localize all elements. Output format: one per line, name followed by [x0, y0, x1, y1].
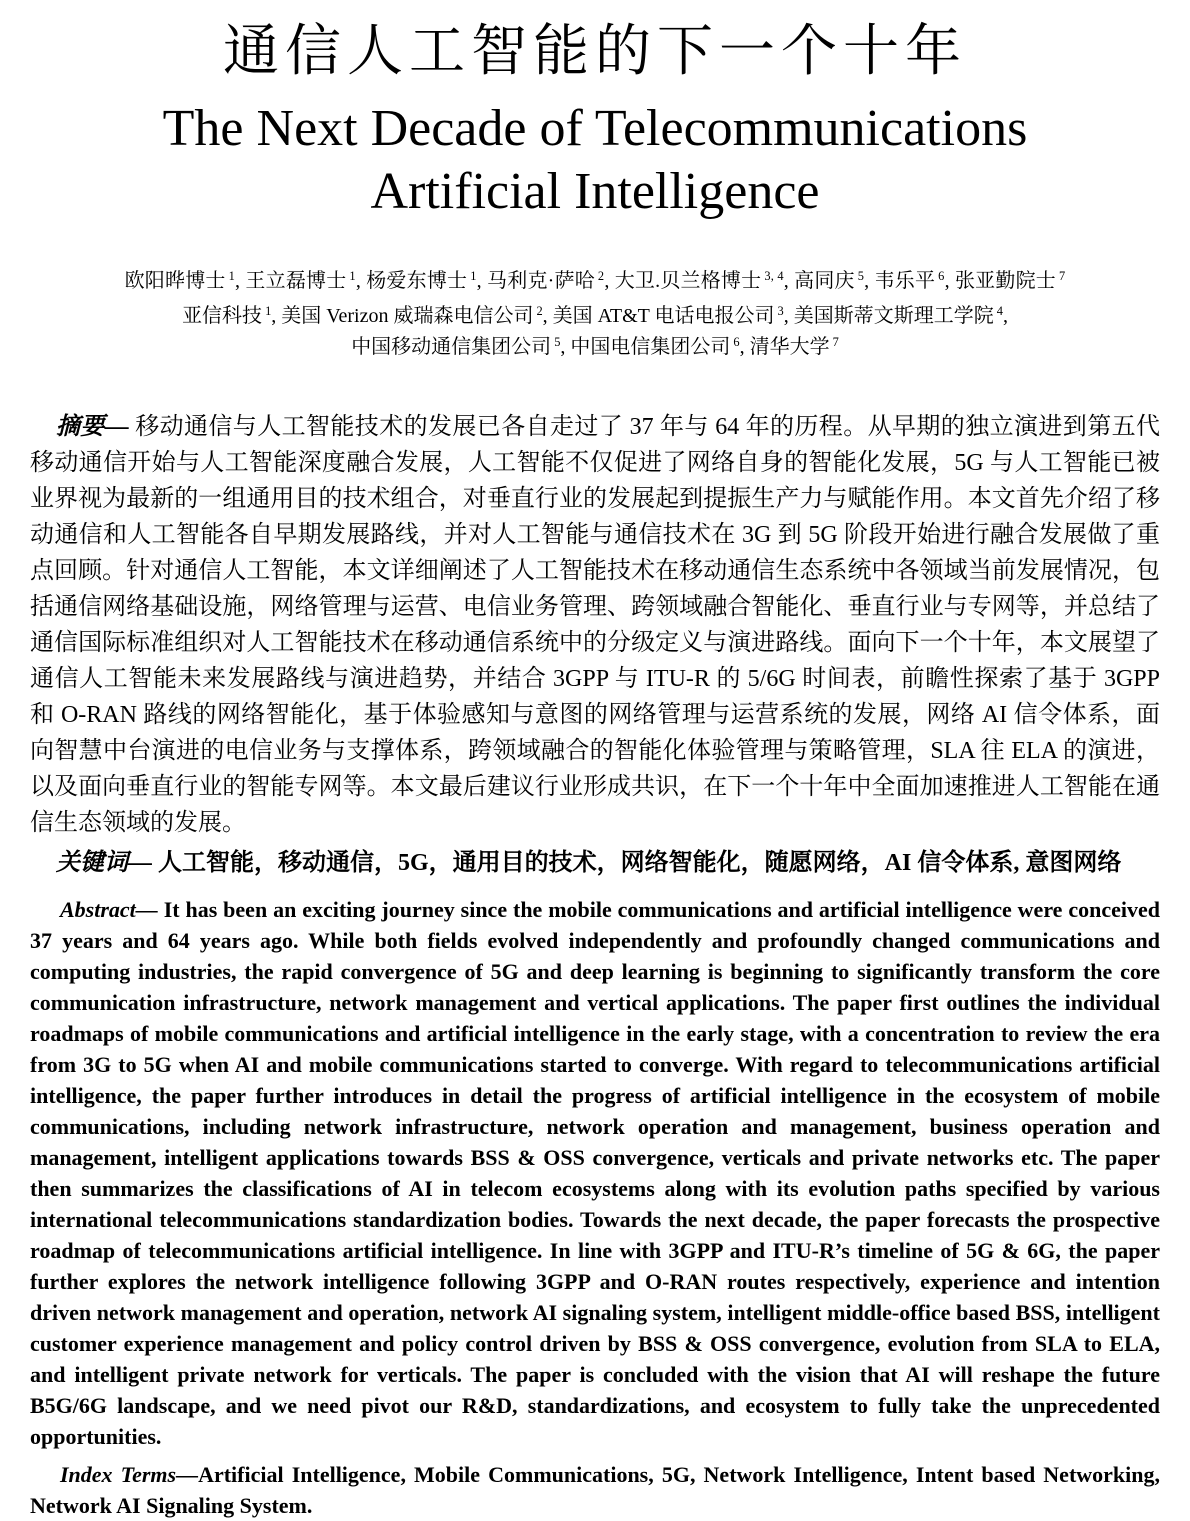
affiliation-separator: ,	[560, 336, 571, 359]
affiliation-superscript: 5	[554, 334, 561, 349]
affiliation-separator: ,	[783, 305, 794, 328]
affiliation-superscript: 3	[777, 303, 784, 318]
affiliation	[570, 336, 749, 358]
author-superscript: 3, 4	[764, 268, 784, 283]
affiliation	[281, 305, 552, 327]
author	[615, 270, 794, 292]
affiliation	[553, 305, 794, 327]
abstract-zh-paragraph	[30, 409, 1160, 841]
author-name: 马利克·萨哈	[487, 270, 595, 293]
keywords-zh-label: 关键词—	[56, 850, 152, 877]
author	[125, 270, 246, 292]
author-superscript: 5	[857, 268, 865, 283]
paper-title-english-line2: Artificial Intelligence	[370, 162, 820, 220]
author-name: 大卫.贝兰格博士	[614, 270, 762, 293]
abstract-zh-label: 摘要—	[56, 414, 129, 441]
author-name: 王立磊博士	[245, 270, 347, 293]
author	[366, 270, 487, 292]
affiliation-separator: ,	[739, 336, 750, 359]
affiliation-name: 中国移动通信集团公司	[351, 336, 552, 359]
index-terms-label: Index Terms—	[60, 1462, 199, 1488]
affiliation-name: 清华大学	[749, 336, 830, 359]
author-separator: ,	[864, 270, 875, 293]
abstract-en-paragraph	[30, 894, 1160, 1452]
affiliation-name: 中国电信集团公司	[570, 336, 731, 359]
affiliation	[351, 336, 570, 358]
author-name: 高同庆	[794, 270, 855, 293]
affiliations-block	[30, 301, 1160, 363]
affiliation-superscript: 7	[832, 334, 839, 349]
author-name: 杨爱东博士	[366, 270, 468, 293]
author-superscript: 1	[470, 268, 477, 283]
author	[955, 270, 1065, 292]
author	[245, 270, 366, 292]
affiliation-superscript: 2	[536, 303, 543, 318]
author-separator: ,	[783, 270, 795, 293]
abstract-en-label: Abstract—	[60, 897, 158, 923]
index-terms-text: Artificial Intelligence, Mobile Communications, 5G, Network Intelligence, Intent based Networking, Network AI Signaling System.	[30, 1462, 1160, 1519]
affiliation-separator: ,	[1002, 305, 1008, 328]
author-separator: ,	[235, 270, 246, 293]
paper-title-chinese: 通信人工智能的下一个十年	[223, 21, 967, 83]
author-superscript: 1	[349, 268, 356, 283]
keywords-zh-text: 人工智能，移动通信，5G，通用目的技术，网络智能化，随愿网络，AI 信令体系, 意图网络	[152, 850, 1122, 877]
affiliation-name: 美国 AT&T 电话电报公司	[552, 305, 775, 328]
author-superscript: 6	[938, 268, 945, 283]
author-separator: ,	[476, 270, 488, 293]
author	[875, 270, 955, 292]
authors-line	[30, 267, 1160, 295]
affiliation-separator: ,	[271, 305, 282, 328]
affiliations-line-1	[30, 301, 1160, 332]
author	[487, 270, 615, 292]
abstract-zh-text: 移动通信与人工智能技术的发展已各自走过了 37 年与 64 年的历程。从早期的独立演进到第五代移动通信开始与人工智能深度融合发展，人工智能不仅促进了网络自身的智能化发展，5G 与人工智能已被业界视为最新的一组通用目的技术组合，对垂直行业的发展起到提振生产力与赋能作用。本文首先介绍了移动通信和人工智能各自早期发展路线，并对人工智能与通信技术在 3G 到 5G 阶段开始进行融合发展做了重点回顾。针对通信人工智能，本文详细阐述了人工智能技术在移动通信生态系统中各领域当前发展情况，包括通信网络基础设施，网络管理与运营、电信业务管理、跨领域融合智能化、垂直行业与专网等，并总结了通信国际标准组织对人工智能技术在移动通信系统中的分级定义与演进路线。面向下一个十年，本文展望了通信人工智能未来发展路线与演进趋势，并结合 3GPP 与 ITU-R 的 5/6G 时间表，前瞻性探索了基于 3GPP 和 O-RAN 路线的网络智能化，基于体验感知与意图的网络管理与运营系统的发展，网络 AI 信令体系，面向智慧中台演进的电信业务与支撑体系，跨领域融合的智能化体验管理与策略管理，SLA 往 ELA 的演进，以及面向垂直行业的智能专网等。本文最后建议行业形成共识，在下一个十年中全面加速推进人工智能在通信生态领域的发展。	[30, 414, 1161, 837]
author-superscript: 7	[1058, 268, 1066, 283]
affiliations-line-2	[30, 332, 1160, 363]
affiliation-superscript: 6	[733, 334, 740, 349]
author-name: 张亚勤院士	[954, 270, 1056, 293]
author-superscript: 1	[228, 268, 236, 283]
abstract-en-text: It has been an exciting journey since the mobile communications and artificial intelligence were conceived 37 years and 64 years ago. While both fields evolved independently and profoundly changed communications and computing industries, the rapid convergence of 5G and deep learning is beginning to significantly transform the core communication infrastructure, network management and vertical applications. The paper first outlines the individual roadmaps of mobile communications and artificial intelligence in the early stage, with a concentration to review the era from 3G to 5G when AI and mobile communications started to converge. With regard to telecommunications artificial intelligence, the paper further introduces in detail the progress of artificial intelligence in the ecosystem of mobile communications, including network infrastructure, network operation and management, business operation and management, intelligent applications towards BSS & OSS convergence, verticals and private networks etc. The paper then summarizes the classifications of AI in telecom ecosystems along with its evolution paths specified by various international telecommunications standardization bodies. Towards the next decade, the paper forecasts the prospective roadmap of telecommunications artificial intelligence. In line with 3GPP and ITU-R’s timeline of 5G & 6G, the paper further explores the network intelligence following 3GPP and O-RAN routes respectively, experience and intention driven network management and operation, network AI signaling system, intelligent middle-office based BSS, intelligent customer experience management and policy control driven by BSS & OSS convergence, evolution from SLA to ELA, and intelligent private network for verticals. The paper is concluded with the vision that AI will reshape the future B5G/6G landscape, and we need pivot our R&D, standardizations, and ecosystem to fully take the unprecedented opportunities.	[30, 897, 1160, 1450]
affiliation-superscript: 4	[996, 303, 1003, 318]
affiliation-separator: ,	[542, 305, 553, 328]
author-superscript: 2	[597, 268, 605, 283]
author-name: 欧阳晔博士	[124, 270, 226, 293]
index-terms-paragraph	[30, 1459, 1160, 1521]
affiliation	[750, 336, 839, 358]
affiliation-superscript: 1	[265, 303, 272, 318]
paper-title-english	[30, 98, 1160, 223]
keywords-zh-paragraph	[30, 845, 1160, 881]
author-separator: ,	[355, 270, 367, 293]
affiliation	[182, 305, 281, 327]
affiliation-name: 美国斯蒂文斯理工学院	[793, 305, 994, 328]
affiliation-name: 美国 Verizon 威瑞森电信公司	[281, 305, 534, 328]
affiliation-name: 亚信科技	[182, 305, 263, 328]
author-name: 韦乐平	[874, 270, 936, 293]
author	[794, 270, 874, 292]
affiliation	[794, 305, 1008, 327]
author-separator: ,	[604, 270, 615, 293]
paper-title-english-line1: The Next Decade of Telecommunications	[162, 100, 1028, 158]
author-separator: ,	[944, 270, 955, 293]
